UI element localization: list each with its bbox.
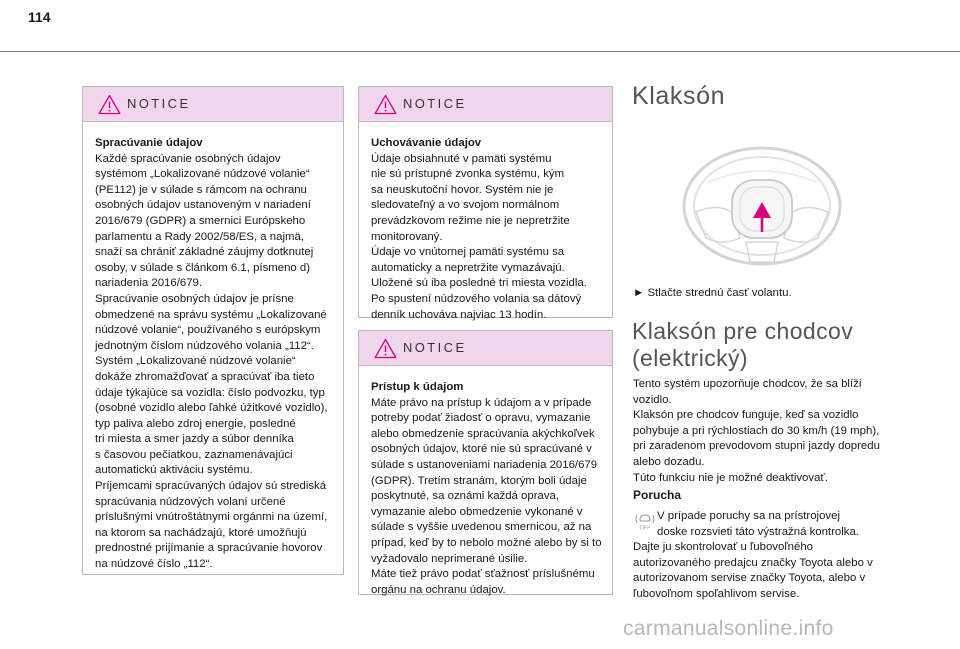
text-line: tri miesta a smer jazdy a súbor denníka xyxy=(95,433,294,446)
text-line: Údaje obsiahnuté v pamäti systému xyxy=(371,152,552,165)
heading-pedestrian-horn: Klaksón pre chodcov (elektrický) xyxy=(632,318,854,371)
notice-data-retention xyxy=(358,86,613,321)
text-line: súlade s ustanoveniami nariadenia 2016/679 xyxy=(371,458,598,471)
text-line: Máte tiež právo podať sťažnosť príslušnému xyxy=(371,568,595,581)
off-icon-label: OFF xyxy=(639,525,651,531)
text-line: orgánu na ochranu údajov. xyxy=(371,583,506,596)
text-line: snaží sa chrániť základné záujmy dotknutej xyxy=(95,246,314,259)
text-line: prednostné prijímanie a spracúvanie hovorov xyxy=(95,542,323,555)
text-line: Spracúvanie osobných údajov je prísne xyxy=(95,292,294,305)
text-line: parlamentu a Rady 2002/58/ES, a najmä, xyxy=(95,230,304,243)
header-rule xyxy=(0,51,960,52)
text-line: (PE112) je v súlade s rámcom na ochranu xyxy=(95,183,307,196)
text-line: typ paliva alebo zdroj energie, posledné xyxy=(95,417,296,430)
text-line: automaticky a nepretržite vymazávajú. xyxy=(371,261,565,274)
text-line: Túto funkciu nie je možné deaktivovať. xyxy=(633,471,828,484)
notice-header xyxy=(359,331,612,366)
notice-lines xyxy=(95,152,333,573)
text-line: osoby, v súlade s článkom 6.1, písmeno d) xyxy=(95,261,311,274)
text-line: Tento systém upozorňuje chodcov, že sa blíži xyxy=(633,378,862,390)
notice-title: NOTICE xyxy=(403,340,467,355)
text-line: príslušnými vnútroštátnymi orgánmi na území, xyxy=(95,511,328,524)
text-line: ľubovoľnom spoľahlivom servise. xyxy=(633,587,800,600)
text-line: autorizovanom servise značky Toyota, alebo v xyxy=(633,572,866,585)
text-line: (osobné vozidlo alebo ľahké úžitkové vozidlo), xyxy=(95,402,328,415)
notice-subheading: Spracúvanie údajov xyxy=(95,137,203,149)
notice-lines xyxy=(371,152,602,324)
text-line: Po spustení núdzového volania sa dátový xyxy=(371,292,582,305)
text-line: vymazanie alebo obmedzenie vykonané v xyxy=(371,505,583,518)
watermark: carmanualsonline.info xyxy=(623,617,834,640)
text-line: V prípade poruchy sa na prístrojovej xyxy=(657,510,840,522)
text-line: obmedzené na správu systému „Lokalizované xyxy=(95,308,327,321)
text-line: potreby podať žiadosť o opravu, vymazanie xyxy=(371,412,591,425)
notice-body xyxy=(371,136,602,323)
text-line: na ktorom sa nachádzajú, ktoré umožňujú xyxy=(95,526,307,539)
text-line: jednotným číslom núdzového volania „112“. xyxy=(95,339,314,352)
heading-klakson: Klaksón xyxy=(632,82,726,110)
porucha-description xyxy=(633,509,908,603)
text-line: dokáže zhromažďovať a spracúvať iba tieto xyxy=(95,370,315,383)
text-line: autorizovaného predajcu značky Toyota alebo v xyxy=(633,556,873,569)
text-line: Systém „Lokalizované núdzové volanie“ xyxy=(95,355,296,368)
text-line: pri zaradenom prevodovom stupni jazdy dopredu xyxy=(633,440,880,453)
notice-header xyxy=(359,87,612,122)
notice-subheading: Uchovávanie údajov xyxy=(371,137,482,149)
text-line: sa neuskutoční hovor. Systém nie je xyxy=(371,183,554,196)
steering-wheel-icon xyxy=(680,142,845,267)
text-line: osobných údajov ustanoveným v nariadení xyxy=(95,199,311,212)
text-line: denník uchováva najviac 13 hodín. xyxy=(371,308,547,321)
text-line: Údaje vo vnútornej pamäti systému sa xyxy=(371,246,565,259)
text-line: spracúvania núdzových volaní určené xyxy=(95,495,286,508)
text-line: nariadenia 2016/679. xyxy=(95,277,203,290)
text-line: poskytnuté, sa oznámi každá oprava, xyxy=(371,490,560,503)
text-line: na núdzové číslo „112“. xyxy=(95,558,213,571)
text-line: Každé spracúvanie osobných údajov xyxy=(95,152,281,165)
text-line: prípad, keď by to nebolo možné alebo by si to xyxy=(371,536,602,549)
text-line: Dajte ju skontrolovať u ľubovoľného xyxy=(633,541,813,554)
heading-porucha: Porucha xyxy=(633,488,682,502)
text-line: monitorovaný. xyxy=(371,230,443,243)
step-press-horn: ► Stlačte strednú časť volantu. xyxy=(633,287,792,299)
text-line: núdzové volanie“, používaného s európskym xyxy=(95,324,321,337)
text-line: súlade s vyššie uvedenou smernicou, až na xyxy=(371,521,592,534)
text-line: nie sú prístupné zvonka systému, kým xyxy=(371,168,565,181)
warning-triangle-icon xyxy=(98,94,121,115)
text-line: osobných údajov, ktoré nie sú spracúvané v xyxy=(371,443,592,456)
text-line: alebo dozadu. xyxy=(633,455,705,468)
text-line: (GDPR). Tretím stranám, ktorým boli údaje xyxy=(371,474,587,487)
text-line: s časovou pečiatkou, zaznamenávajúci xyxy=(95,448,293,461)
warning-triangle-icon xyxy=(374,338,397,359)
text-line: prevádzkovom režime nie je nepretržite xyxy=(371,214,570,227)
notice-data-processing xyxy=(82,86,344,575)
text-line: pohybuje a pri rýchlostiach do 30 km/h (19 mph), xyxy=(633,424,880,437)
notice-subheading: Prístup k údajom xyxy=(371,381,464,393)
text-line: systémom „Lokalizované núdzové volanie“ xyxy=(95,168,310,181)
pedestrian-horn-description xyxy=(633,377,908,486)
notice-title: NOTICE xyxy=(127,96,191,111)
notice-data-access xyxy=(358,330,613,595)
notice-title: NOTICE xyxy=(403,96,467,111)
text-line: Uložené sú iba posledné tri miesta vozidla. xyxy=(371,277,587,290)
text-line: Máte právo na prístup k údajom a v prípade xyxy=(371,396,592,409)
text-line: alebo obmedzenie spracúvania akýchkoľvek xyxy=(371,427,595,440)
text-line: Klaksón pre chodcov funguje, keď sa vozidlo xyxy=(633,409,859,422)
text-line: automatickú aktiváciu systému. xyxy=(95,464,253,477)
notice-body xyxy=(371,380,602,598)
page-number: 114 xyxy=(28,9,51,25)
notice-body xyxy=(95,136,333,573)
notice-header xyxy=(83,87,343,122)
text-line: 2016/679 (GDPR) a smernici Európskeho xyxy=(95,214,306,227)
text-line: údaje týkajúce sa vozidla: číslo podvozku, typ xyxy=(95,386,325,399)
text-line: vyžadovalo neprimerané úsilie. xyxy=(371,552,528,565)
text-line: vozidlo. xyxy=(633,393,672,406)
notice-lines xyxy=(371,396,602,599)
text-line: sledovateľný a vo svojom normálnom xyxy=(371,199,560,212)
warning-triangle-icon xyxy=(374,94,397,115)
text-line: Príjemcami spracúvaných údajov sú strediská xyxy=(95,480,327,493)
text-line: doske rozsvieti táto výstražná kontrolka. xyxy=(657,525,859,538)
